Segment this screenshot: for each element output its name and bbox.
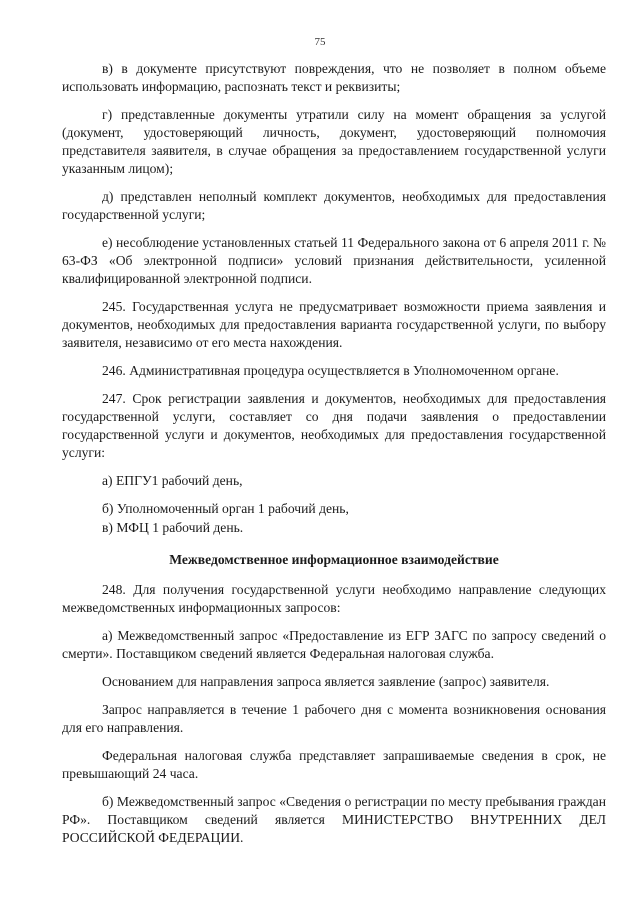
list-item-authorized-body: б) Уполномоченный орган 1 рабочий день, (102, 501, 349, 516)
paragraph-246: 246. Административная процедура осуществляется в Уполномоченном органе. (102, 363, 559, 378)
paragraph-248: 248. Для получения государственной услуги необходимо направление следующих межведомственных информационных запросов: (62, 582, 606, 615)
paragraph-refusal-d: д) представлен неполный комплект документов, необходимых для предоставления государственной услуги; (62, 189, 606, 222)
paragraph-247: 247. Срок регистрации заявления и документов, необходимых для предоставления государственной услуги, составляет со дня подачи заявления о предоставлении государственной услуги и документов, необходимых для предоставления государственной услуги: (62, 391, 606, 460)
paragraph-request-a: а) Межведомственный запрос «Предоставление из ЕГР ЗАГС по запросу сведений о смерти». Поставщиком сведений является Федеральная налоговая служба. (62, 628, 606, 661)
list-item-mfc: в) МФЦ 1 рабочий день. (102, 520, 244, 535)
paragraph-refusal-v: в) в документе присутствуют повреждения, что не позволяет в полном объеме использовать информацию, распознать текст и реквизиты; (62, 61, 606, 94)
paragraph-response-timing: Федеральная налоговая служба представляет запрашиваемые сведения в срок, не превышающий 24 часа. (62, 748, 606, 781)
list-item-epgu: а) ЕПГУ1 рабочий день, (102, 473, 243, 488)
page-number: 75 (314, 36, 326, 48)
paragraph-245: 245. Государственная услуга не предусматривает возможности приема заявления и документов, необходимых для предоставления варианта государственной услуги, по выбору заявителя, независимо от его места нахождения. (62, 299, 606, 350)
paragraph-request-b: б) Межведомственный запрос «Сведения о регистрации по месту пребывания граждан РФ». Поставщиком сведений является МИНИСТЕРСТВО ВНУТРЕННИХ ДЕЛ РОССИЙСКОЙ ФЕДЕРАЦИИ. (62, 794, 606, 845)
paragraph-refusal-g: г) представленные документы утратили силу на момент обращения за услугой (документ, удостоверяющий личность, документ, удостоверяющий полномочия представителя заявителя, в случае обращения за предоставлением государственной услуги указанным лицом); (62, 107, 606, 176)
paragraph-refusal-e: е) несоблюдение установленных статьей 11 Федерального закона от 6 апреля 2011 г. № 63-ФЗ «Об электронной подписи» условий признания действительности, усиленной квалифицированной электронной подписи. (62, 235, 606, 286)
paragraph-request-basis: Основанием для направления запроса является заявление (запрос) заявителя. (102, 674, 550, 689)
section-heading: Межведомственное информационное взаимодействие (169, 552, 499, 567)
document-body (62, 60, 606, 857)
paragraph-request-timing: Запрос направляется в течение 1 рабочего дня с момента возникновения основания для его направления. (62, 702, 606, 735)
